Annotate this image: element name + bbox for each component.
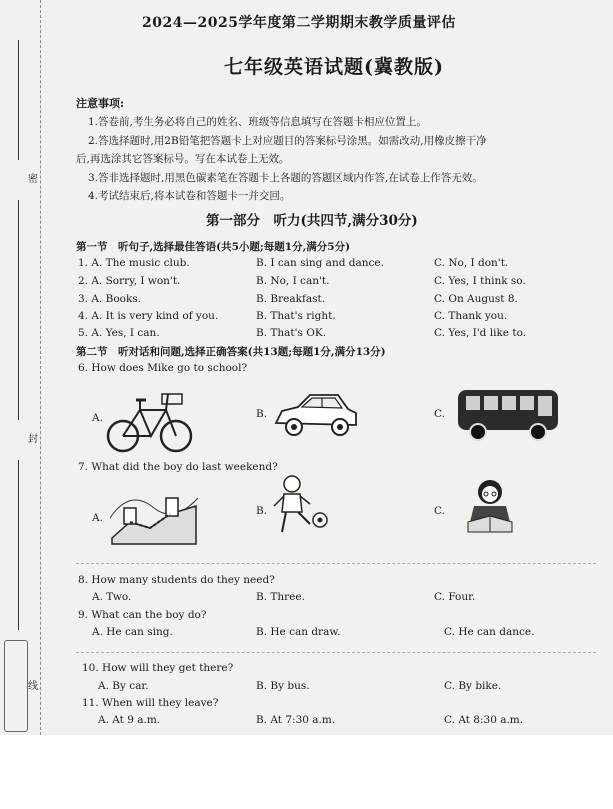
- section2-heading: 第二节 听对话和问题,选择正确答案(共13题;每题1分,满分13分): [76, 346, 386, 358]
- option-a: A. Two.: [92, 591, 132, 603]
- option-c: C. At 8:30 a.m.: [444, 714, 524, 726]
- binding-margin: [0, 0, 41, 735]
- football-boy-icon: [272, 474, 332, 538]
- option-b: B. By bus.: [256, 680, 310, 692]
- option-a: A.: [92, 512, 103, 524]
- option-a: 1. A. The music club.: [78, 257, 190, 269]
- option-a: 4. A. It is very kind of you.: [78, 310, 219, 322]
- section1-heading: 第一节 听句子,选择最佳答语(共5小题;每题1分,满分5分): [76, 241, 351, 253]
- option-b: B. Three.: [256, 591, 305, 603]
- option-c: C. Four.: [434, 591, 476, 603]
- notice-item: 后,再选涂其它答案标号。写在本试卷上无效。: [76, 153, 290, 165]
- question-6-stem: 6. How does Mike go to school?: [78, 362, 248, 374]
- margin-char-close: 封: [28, 434, 38, 445]
- option-b: B. At 7:30 a.m.: [256, 714, 336, 726]
- margin-line: [18, 200, 19, 420]
- exam-subtitle: 七年级英语试题(冀教版): [224, 56, 444, 78]
- notice-item: 4.考试结束后,将本试卷和答题卡一并交回。: [88, 190, 291, 202]
- margin-line: [18, 40, 19, 160]
- divider: [76, 563, 596, 564]
- option-a: A. By car.: [98, 680, 149, 692]
- great-wall-icon: [110, 478, 198, 546]
- exam-title: 2024—2025学年度第二学期期末教学质量评估: [142, 15, 456, 31]
- part1-title: 第一部分 听力(共四节,满分30分): [206, 213, 418, 229]
- option-a: A. He can sing.: [92, 626, 173, 638]
- question-9-stem: 9. What can the boy do?: [78, 609, 207, 621]
- option-a: 3. A. Books.: [78, 293, 142, 305]
- option-b: B.: [256, 505, 268, 517]
- question-10-stem: 10. How will they get there?: [82, 662, 234, 674]
- option-b: B. I can sing and dance.: [256, 257, 384, 269]
- notice-item: 2.答选择题时,用2B铅笔把答题卡上对应题目的答案标号涂黑。如需改动,用橡皮擦干净: [88, 135, 487, 147]
- option-b: B. He can draw.: [256, 626, 341, 638]
- margin-line: [18, 460, 19, 630]
- notice-item: 1.答卷前,考生务必将自己的姓名、班级等信息填写在答题卡相应位置上。: [88, 116, 427, 128]
- option-c: C. He can dance.: [444, 626, 535, 638]
- option-c: C. On August 8.: [434, 293, 518, 305]
- option-a: 2. A. Sorry, I won't.: [78, 275, 181, 287]
- option-c: C.: [434, 505, 445, 517]
- option-a: 5. A. Yes, I can.: [78, 327, 160, 339]
- notice-item: 3.答非选择题时,用黑色碳素笔在答题卡上各题的答题区域内作答,在试卷上作答无效。: [88, 172, 483, 184]
- option-b: B. Breakfast.: [256, 293, 326, 305]
- question-7-stem: 7. What did the boy do last weekend?: [78, 461, 278, 473]
- option-b: B.: [256, 408, 268, 420]
- margin-box: [4, 640, 28, 732]
- car-icon: [272, 387, 358, 439]
- margin-char-line: 线: [28, 681, 38, 692]
- question-8-stem: 8. How many students do they need?: [78, 574, 275, 586]
- option-b: B. That's OK.: [256, 327, 327, 339]
- option-b: B. That's right.: [256, 310, 336, 322]
- option-c: C. Yes, I think so.: [434, 275, 526, 287]
- option-b: B. No, I can't.: [256, 275, 330, 287]
- reading-girl-icon: [454, 478, 528, 540]
- margin-char-seal: 密: [28, 174, 38, 185]
- divider: [76, 652, 596, 653]
- bicycle-icon: [106, 378, 194, 456]
- bus-icon: [454, 386, 562, 442]
- option-c: C. No, I don't.: [434, 257, 509, 269]
- notice-heading: 注意事项:: [76, 97, 125, 110]
- option-c: C. By bike.: [444, 680, 502, 692]
- question-11-stem: 11. When will they leave?: [82, 697, 219, 709]
- option-a: A.: [92, 412, 103, 424]
- option-a: A. At 9 a.m.: [98, 714, 161, 726]
- option-c: C.: [434, 408, 445, 420]
- option-c: C. Thank you.: [434, 310, 508, 322]
- option-c: C. Yes, I'd like to.: [434, 327, 527, 339]
